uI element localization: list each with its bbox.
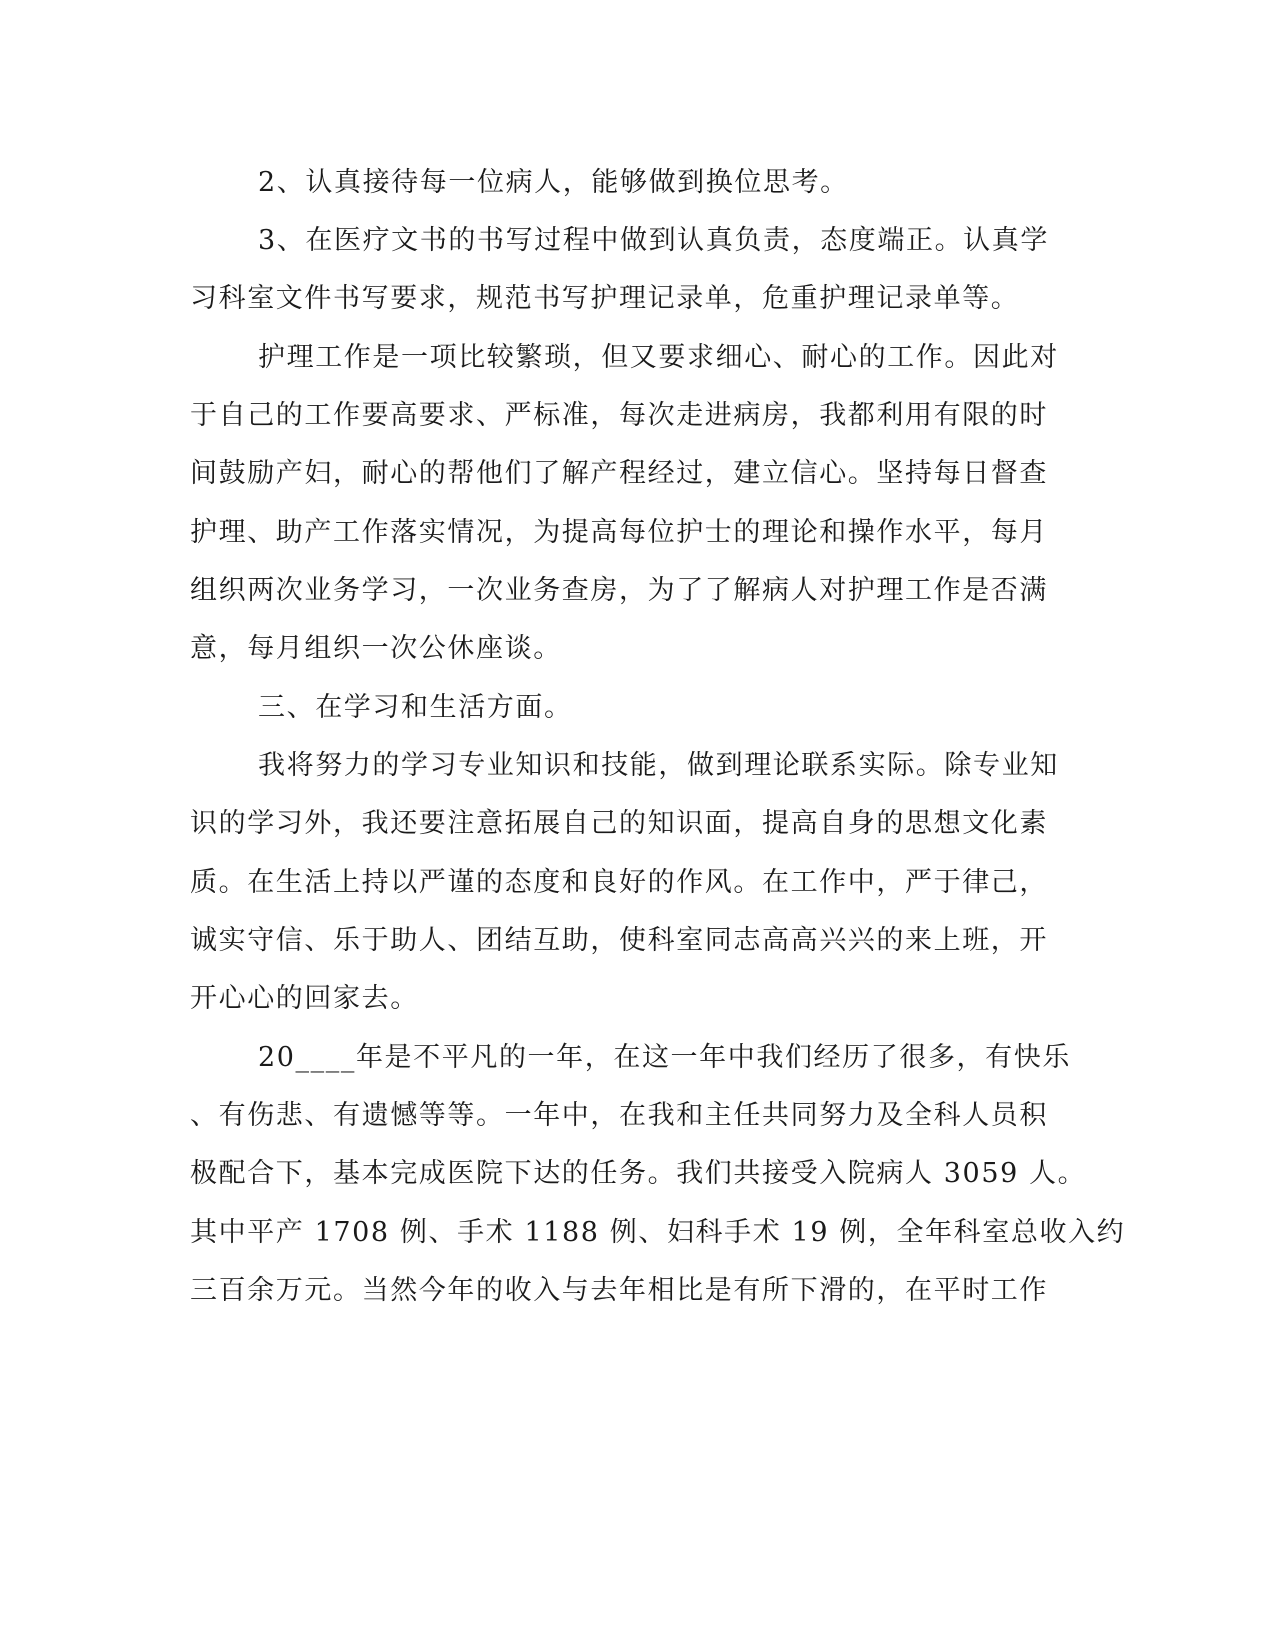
text-line: 诚实守信、乐于助人、团结互助，使科室同志高高兴兴的来上班，开 (190, 925, 1048, 956)
section-heading: 三、在学习和生活方面。 (258, 692, 573, 723)
text-line: 质。在生活上持以严谨的态度和良好的作风。在工作中，严于律己， (190, 867, 1048, 898)
text-line: 组织两次业务学习，一次业务查房，为了了解病人对护理工作是否满 (190, 575, 1048, 606)
text-line: 2、认真接待每一位病人，能够做到换位思考。 (258, 167, 849, 198)
text-line: 3、在医疗文书的书写过程中做到认真负责，态度端正。认真学 (258, 225, 1049, 256)
text-line: 三百余万元。当然今年的收入与去年相比是有所下滑的，在平时工作 (190, 1275, 1048, 1306)
text-line: 其中平产 1708 例、手术 1188 例、妇科手术 19 例，全年科室总收入约 (190, 1217, 1126, 1248)
text-line: 极配合下，基本完成医院下达的任务。我们共接受入院病人 3059 人。 (190, 1158, 1087, 1189)
text-line: 护理、助产工作落实情况，为提高每位护士的理论和操作水平，每月 (190, 517, 1048, 548)
text-line: 、有伤悲、有遗憾等等。一年中，在我和主任共同努力及全科人员积 (190, 1100, 1048, 1131)
text-line: 开心心的回家去。 (190, 983, 419, 1014)
text-line: 于自己的工作要高要求、严标准，每次走进病房，我都利用有限的时 (190, 400, 1048, 431)
text-line: 20____年是不平凡的一年，在这一年中我们经历了很多，有快乐 (258, 1042, 1071, 1073)
text-line: 识的学习外，我还要注意拓展自己的知识面，提高自身的思想文化素 (190, 808, 1048, 839)
text-line: 护理工作是一项比较繁琐，但又要求细心、耐心的工作。因此对 (258, 342, 1059, 373)
text-line: 间鼓励产妇，耐心的帮他们了解产程经过，建立信心。坚持每日督查 (190, 458, 1048, 489)
text-line: 我将努力的学习专业知识和技能，做到理论联系实际。除专业知 (258, 750, 1059, 781)
text-line: 意，每月组织一次公休座谈。 (190, 633, 562, 664)
text-line: 习科室文件书写要求，规范书写护理记录单，危重护理记录单等。 (190, 283, 1020, 314)
